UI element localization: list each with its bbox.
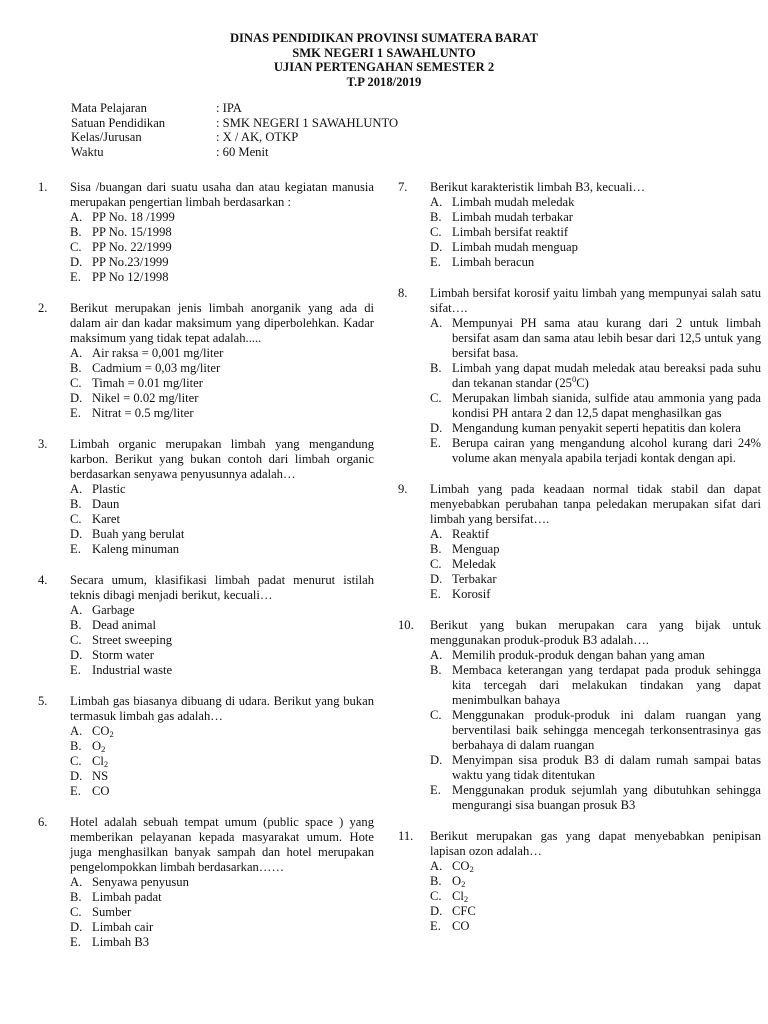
option-text (452, 889, 761, 904)
option-letter: A. (430, 527, 443, 541)
option-text-main: CO (452, 919, 470, 933)
header-year: T.P 2018/2019 (346, 74, 422, 89)
option-letter: D. (430, 753, 443, 767)
option-text (452, 195, 761, 210)
option-text (452, 859, 761, 874)
answer-option (70, 935, 374, 950)
question-1 (38, 180, 374, 285)
answer-option (430, 663, 761, 708)
option-text-main: CO (452, 859, 470, 873)
option-text-main: Garbage (92, 603, 135, 617)
option-letter: D. (70, 648, 83, 662)
option-text-main: Reaktif (452, 527, 490, 541)
option-text-main: Mengandung kuman penyakit seperti hepatitis dan kolera (452, 421, 741, 435)
option-text (452, 708, 761, 753)
option-text (92, 663, 374, 678)
option-text (452, 361, 761, 391)
option-text (92, 497, 374, 512)
option-text-main: Meledak (452, 557, 497, 571)
option-text-main: Limbah mudah meledak (452, 195, 575, 209)
option-text-main: NS (92, 769, 109, 783)
option-text-main: Limbah cair (92, 920, 154, 934)
answer-option (430, 210, 761, 225)
answer-option (70, 406, 374, 421)
answer-option (70, 270, 374, 285)
answer-option (430, 919, 761, 934)
question-number: 10. (398, 618, 414, 632)
option-text (92, 512, 374, 527)
answer-option (430, 572, 761, 587)
answer-option (430, 783, 761, 813)
option-text (452, 557, 761, 572)
option-letter: B. (430, 874, 442, 888)
question-4 (38, 573, 374, 678)
option-text (452, 919, 761, 934)
option-text-main: Memilih produk-produk dengan bahan yang aman (452, 648, 705, 662)
answer-option (70, 618, 374, 633)
option-text-main: PP No. 18 /1999 (92, 210, 175, 224)
option-text-main: Menyimpan sisa produk B3 di dalam rumah sampai batas waktu yang tidak ditentukan (452, 753, 761, 782)
question-9 (398, 482, 761, 602)
question-body (70, 573, 374, 678)
subscript: 2 (101, 744, 106, 754)
subscript: 2 (109, 729, 114, 739)
option-text (92, 406, 374, 421)
option-text-main: PP No 12/1998 (92, 270, 169, 284)
answer-option (430, 753, 761, 783)
option-letter: A. (70, 346, 83, 360)
question-number: 3. (38, 437, 48, 451)
superscript: 0 (571, 373, 577, 384)
option-letter: D. (430, 572, 443, 586)
question-stem: Berikut karakteristik limbah B3, kecuali… (430, 180, 646, 194)
question-body (70, 301, 374, 421)
option-letter: B. (430, 542, 442, 556)
option-letter: B. (70, 739, 82, 753)
subscript: 2 (463, 894, 469, 904)
option-text (452, 663, 761, 708)
answer-option (430, 542, 761, 557)
info-value: : X / AK, OTKP (216, 130, 299, 145)
option-letter: C. (70, 240, 82, 254)
info-value: : IPA (216, 101, 242, 115)
option-text (452, 904, 761, 919)
header-exam: UJIAN PERTENGAHAN SEMESTER 2 (273, 60, 495, 74)
option-text (92, 784, 374, 799)
answer-option (430, 240, 761, 255)
question-6 (38, 815, 374, 950)
answer-option (70, 920, 374, 935)
answer-option (430, 557, 761, 572)
option-text-main: Korosif (452, 587, 491, 601)
subscript: 2 (461, 879, 466, 889)
option-letter: B. (70, 361, 82, 375)
option-text-main: CO (92, 724, 110, 738)
option-text-main: PP No.23/1999 (92, 255, 169, 269)
question-number: 8. (398, 286, 408, 300)
question-2 (38, 301, 374, 421)
option-text (92, 482, 374, 497)
option-text (92, 376, 374, 391)
answer-option (430, 316, 761, 361)
option-text (92, 270, 374, 285)
answer-option (70, 376, 374, 391)
answer-option (70, 724, 374, 739)
right-column (398, 180, 761, 934)
question-stem: Secara umum, klasifikasi limbah padat menurut istilah teknis dibagi menjadi berikut, kecuali… (70, 573, 374, 602)
option-letter: E. (430, 587, 441, 601)
answer-option (430, 874, 761, 889)
info-row (71, 101, 398, 116)
option-text-main: Dead animal (92, 618, 156, 632)
option-letter: C. (430, 889, 442, 903)
question-number: 9. (398, 482, 408, 496)
answer-option (430, 436, 761, 466)
answer-option (70, 739, 374, 754)
option-text-main: Cl (92, 754, 104, 768)
option-letter: E. (70, 935, 81, 949)
option-text-main: Limbah B3 (92, 935, 150, 949)
answer-option (70, 663, 374, 678)
answer-option (430, 587, 761, 602)
answer-option (70, 210, 374, 225)
question-8 (398, 286, 761, 466)
option-text-main: Nitrat = 0.5 mg/liter (92, 406, 194, 420)
answer-option (70, 512, 374, 527)
option-text-main: Menggunakan produk-produk ini dalam ruangan yang berventilasi baik sehingga mencegah terkonsentrasinya gas berbahaya di dalam ruangan (452, 708, 761, 752)
info-label: Kelas/Jurusan (71, 130, 142, 145)
info-value: : SMK NEGERI 1 SAWAHLUNTO (216, 115, 399, 130)
option-letter: B. (430, 361, 442, 375)
option-letter: E. (70, 542, 81, 556)
option-text-main: Buah yang berulat (92, 527, 185, 541)
answer-option (430, 225, 761, 240)
answer-option (70, 391, 374, 406)
option-text-main: Limbah yang dapat mudah meledak atau bereaksi pada suhu dan tekanan standar (25 (452, 361, 761, 390)
option-text-main: Merupakan limbah sianida, sulfide atau ammonia yang pada kondisi PH antara 2 dan 12,5 dapat menghasilkan gas (452, 391, 761, 420)
option-text (452, 783, 761, 813)
option-text (452, 210, 761, 225)
question-stem: Limbah organic merupakan limbah yang mengandung karbon. Berikut yang bukan contoh dari limbah organic berdasarkan senyawa penyusunnya adalah… (70, 437, 374, 481)
option-letter: B. (70, 618, 82, 632)
info-label: Mata Pelajaran (71, 101, 147, 115)
option-text (452, 874, 761, 889)
option-text (92, 618, 374, 633)
answer-option (70, 255, 374, 270)
question-stem: Berikut yang bukan merupakan cara yang bijak untuk menggunakan produk-produk B3 adalah…. (430, 618, 761, 647)
option-text-main: Terbakar (452, 572, 497, 586)
option-letter: A. (430, 648, 443, 662)
answer-option (70, 769, 374, 784)
option-text (92, 240, 374, 255)
info-row (71, 130, 398, 145)
option-letter: A. (430, 859, 443, 873)
info-value: : 60 Menit (216, 144, 269, 159)
option-text (92, 769, 374, 784)
option-text (92, 920, 374, 935)
question-body (430, 618, 761, 813)
answer-option (430, 859, 761, 874)
answer-option (70, 482, 374, 497)
question-number: 2. (38, 301, 48, 315)
option-letter: E. (430, 783, 441, 797)
question-number: 5. (38, 694, 48, 708)
option-text (452, 572, 761, 587)
option-text (92, 225, 374, 240)
option-text-main: Limbah mudah menguap (452, 240, 578, 254)
option-text (92, 724, 374, 739)
option-text (452, 753, 761, 783)
option-text-main: Storm water (92, 648, 154, 662)
option-letter: D. (430, 240, 443, 254)
option-text (452, 527, 761, 542)
question-stem: Limbah gas biasanya dibuang di udara. Berikut yang bukan termasuk limbah gas adalah… (70, 694, 374, 723)
question-number: 7. (398, 180, 408, 194)
exam-info (71, 101, 398, 159)
question-number: 1. (38, 180, 48, 194)
option-letter: C. (70, 754, 82, 768)
option-text-main: Menguap (452, 542, 500, 556)
info-label: Satuan Pendidikan (71, 115, 166, 130)
option-text (92, 890, 374, 905)
option-letter: E. (430, 919, 441, 933)
option-letter: C. (430, 557, 442, 571)
option-text-main: Mempunyai PH sama atau kurang dari 2 untuk limbah bersifat asam dan sama atau lebih besar dari 12,5 untuk yang bersifat basa. (452, 316, 761, 360)
option-letter: D. (70, 527, 83, 541)
option-letter: D. (430, 904, 443, 918)
option-letter: A. (70, 724, 83, 738)
option-text-main: Daun (92, 497, 120, 511)
option-text-main: Plastic (92, 482, 126, 496)
option-letter: C. (70, 376, 82, 390)
option-text-main: Membaca keterangan yang terdapat pada produk sehingga kita tercegah dari melakukan tindakan yang dapat menimbulkan bahaya (452, 663, 761, 707)
question-body (430, 180, 761, 270)
option-text-main: Limbah beracun (452, 255, 535, 269)
option-text (92, 935, 374, 950)
option-text-main: PP No. 22/1999 (92, 240, 172, 254)
question-stem: Sisa /buangan dari suatu usaha dan atau kegiatan manusia merupakan pengertian limbah berdasarkan : (70, 180, 374, 209)
option-text (452, 587, 761, 602)
answer-option (430, 889, 761, 904)
option-text-main: Cl (452, 889, 464, 903)
header-agency: DINAS PENDIDIKAN PROVINSI SUMATERA BARAT (229, 31, 539, 45)
option-text-main: Timah = 0.01 mg/liter (92, 376, 203, 390)
option-letter: D. (70, 920, 83, 934)
answer-option (70, 633, 374, 648)
question-body (430, 286, 761, 466)
option-letter: E. (430, 255, 441, 269)
option-text (452, 240, 761, 255)
question-body (70, 180, 374, 285)
left-column (38, 180, 374, 950)
option-text-main: Limbah padat (92, 890, 162, 904)
option-text-main: Karet (92, 512, 120, 526)
option-letter: E. (70, 270, 81, 284)
document-header (0, 31, 768, 89)
question-11 (398, 829, 761, 934)
question-5 (38, 694, 374, 799)
option-letter: E. (70, 406, 81, 420)
option-letter: D. (70, 769, 83, 783)
option-text-main: Kaleng minuman (92, 542, 180, 556)
option-letter: E. (70, 663, 81, 677)
option-text (92, 603, 374, 618)
subscript: 2 (469, 864, 474, 874)
option-text (92, 346, 374, 361)
option-text (92, 648, 374, 663)
option-text (452, 648, 761, 663)
question-number: 6. (38, 815, 48, 829)
answer-option (70, 754, 374, 769)
question-10 (398, 618, 761, 813)
answer-option (430, 391, 761, 421)
option-text (92, 875, 374, 890)
option-text-main: Industrial waste (92, 663, 173, 677)
option-text (92, 633, 374, 648)
question-3 (38, 437, 374, 557)
question-number: 11. (398, 829, 414, 843)
option-text-main: Limbah mudah terbakar (452, 210, 573, 224)
option-text-main: PP No. 15/1998 (92, 225, 172, 239)
answer-option (430, 255, 761, 270)
question-body (430, 829, 761, 934)
question-7 (398, 180, 761, 270)
question-stem: Berikut merupakan jenis limbah anorganik yang ada di dalam air dan kadar maksimum yang diperbolehkan. Kadar maksimum yang tidak tepat adalah..... (70, 301, 374, 345)
option-letter: A. (430, 195, 443, 209)
option-text (452, 391, 761, 421)
option-letter: B. (70, 497, 82, 511)
answer-option (430, 904, 761, 919)
question-stem: Limbah bersifat korosif yaitu limbah yang mempunyai salah satu sifat…. (430, 286, 761, 315)
option-text (92, 391, 374, 406)
answer-option (70, 225, 374, 240)
option-text (452, 542, 761, 557)
answer-option (70, 603, 374, 618)
option-letter: C. (430, 708, 442, 722)
option-text-main: Berupa cairan yang mengandung alcohol kurang dari 24% volume akan menyala apabila terjadi kontak dengan api. (452, 436, 761, 465)
option-text (452, 436, 761, 466)
option-text (92, 361, 374, 376)
answer-option (70, 361, 374, 376)
option-letter: D. (430, 421, 443, 435)
option-text-main: O (452, 874, 462, 888)
option-letter: A. (430, 316, 443, 330)
option-letter: E. (430, 436, 441, 450)
subscript: 2 (103, 759, 109, 769)
option-text-main: Nikel = 0.02 mg/liter (92, 391, 199, 405)
answer-option (430, 648, 761, 663)
answer-option (430, 195, 761, 210)
option-text (92, 754, 374, 769)
header-school: SMK NEGERI 1 SAWAHLUNTO (292, 45, 476, 60)
answer-option (70, 240, 374, 255)
option-letter: A. (70, 603, 83, 617)
answer-option (70, 875, 374, 890)
answer-option (430, 708, 761, 753)
option-text (452, 421, 761, 436)
option-text (452, 316, 761, 361)
option-text (92, 210, 374, 225)
option-letter: C. (70, 633, 82, 647)
answer-option (70, 648, 374, 663)
option-letter: B. (70, 225, 82, 239)
answer-option (70, 784, 374, 799)
option-text (92, 905, 374, 920)
option-text-main: Street sweeping (92, 633, 173, 647)
question-body (430, 482, 761, 602)
option-text-main: Cadmium = 0,03 mg/liter (92, 361, 221, 375)
option-text (452, 225, 761, 240)
option-text-main: Sumber (92, 905, 132, 919)
question-stem: Hotel adalah sebuah tempat umum (public space ) yang memberikan pelayanan kepada masyarakat umum. Hote juga menghasilkan banyak sampah dan hotel merupakan pengelompokkan limbah berdasarkan…… (70, 815, 374, 874)
answer-option (430, 527, 761, 542)
answer-option (430, 421, 761, 436)
option-letter: B. (70, 890, 82, 904)
option-letter: E. (70, 784, 81, 798)
option-letter: C. (430, 391, 442, 405)
option-letter: B. (430, 210, 442, 224)
option-text (92, 542, 374, 557)
question-stem: Limbah yang pada keadaan normal tidak stabil dan dapat menyebabkan perubahan tanpa peledakan merupakan sifat dari limbah yang bersifat…. (430, 482, 761, 526)
question-body (70, 694, 374, 799)
option-letter: D. (70, 255, 83, 269)
option-text-main: Air raksa = 0,001 mg/liter (92, 346, 224, 360)
option-text (452, 255, 761, 270)
option-letter: A. (70, 875, 83, 889)
option-letter: B. (430, 663, 442, 677)
info-row (71, 145, 398, 160)
option-text-main: Senyawa penyusun (92, 875, 189, 889)
option-letter: A. (70, 482, 83, 496)
option-text-main: O (92, 739, 102, 753)
question-body (70, 437, 374, 557)
info-label: Waktu (71, 144, 104, 159)
option-letter: C. (430, 225, 442, 239)
answer-option (70, 890, 374, 905)
option-text-after: C) (576, 376, 589, 390)
option-text-main: Limbah bersifat reaktif (452, 225, 569, 239)
option-text (92, 527, 374, 542)
answer-option (70, 527, 374, 542)
answer-option (70, 905, 374, 920)
info-row (71, 116, 398, 131)
option-text-main: CFC (452, 904, 476, 918)
option-text-main: CO (92, 784, 110, 798)
answer-option (70, 497, 374, 512)
answer-option (430, 361, 761, 391)
question-stem: Berikut merupakan gas yang dapat menyebabkan penipisan lapisan ozon adalah… (430, 829, 761, 858)
option-text (92, 255, 374, 270)
answer-option (70, 346, 374, 361)
option-letter: C. (70, 905, 82, 919)
question-number: 4. (38, 573, 48, 587)
option-letter: A. (70, 210, 83, 224)
option-text-main: Menggunakan produk sejumlah yang dibutuhkan sehingga mengurangi sisa buangan prosuk B3 (452, 783, 761, 812)
option-letter: C. (70, 512, 82, 526)
option-letter: D. (70, 391, 83, 405)
question-body (70, 815, 374, 950)
option-text (92, 739, 374, 754)
answer-option (70, 542, 374, 557)
